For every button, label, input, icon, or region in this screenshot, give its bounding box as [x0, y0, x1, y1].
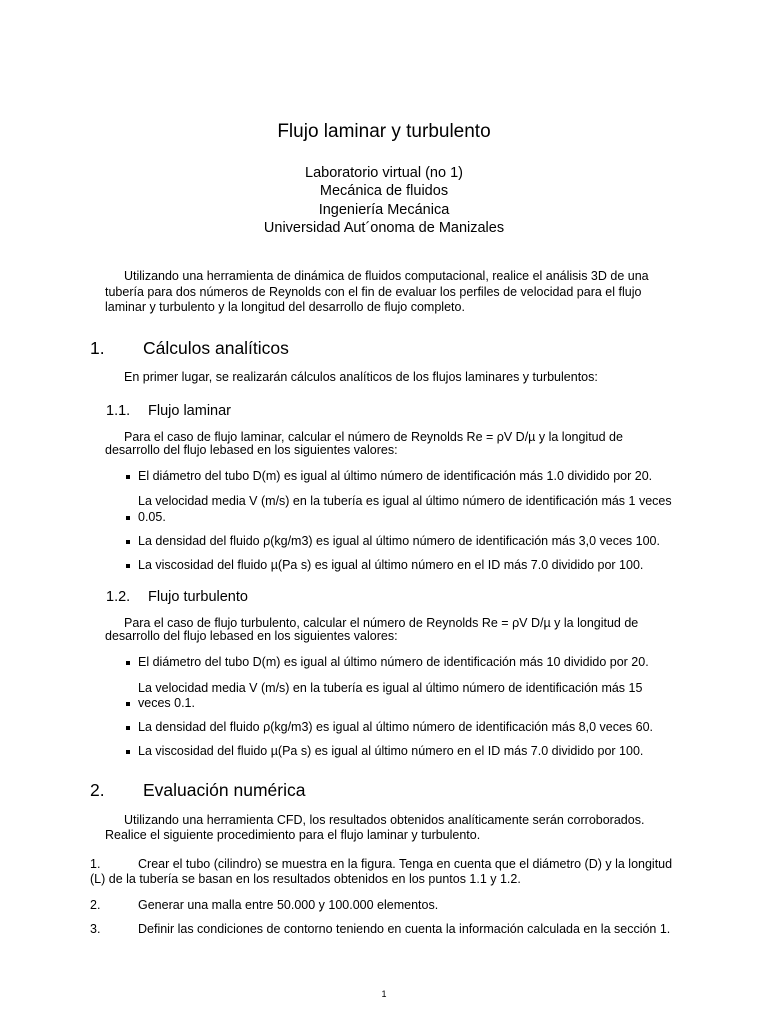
- bullet-icon: [126, 750, 130, 754]
- bullet-icon: [126, 516, 130, 520]
- step-number: 1.: [90, 857, 101, 871]
- list-item: [126, 743, 643, 759]
- bullet-icon: [126, 702, 130, 706]
- section-1-heading: Cálculos analíticos: [143, 338, 289, 358]
- subsection-1-2-text-2: desarrollo del flujo lebased en los siguientes valores:: [105, 629, 398, 643]
- list-item: [126, 719, 653, 735]
- bullet-icon: [126, 540, 130, 544]
- subsection-1-2-number: 1.2.: [106, 589, 131, 605]
- list-item: [126, 533, 660, 549]
- list-item-text: La velocidad media V (m/s) en la tubería es igual al último número de identificación más 15: [138, 681, 643, 695]
- step-number: 2.: [90, 898, 101, 912]
- subsection-1-2-heading: Flujo turbulento: [148, 589, 248, 605]
- list-item-text: La viscosidad del fluido µ(Pa s) es igual al último número en el ID más 7.0 dividido por 100.: [138, 744, 644, 758]
- list-item-text: veces 0.1.: [138, 696, 195, 710]
- step-text: Generar una malla entre 50.000 y 100.000 elementos.: [138, 898, 439, 912]
- step-text-continued: (L) de la tubería se basan en los resultados obtenidos en los puntos 1.1 y 1.2.: [90, 872, 521, 886]
- list-item-text: La densidad del fluido ρ(kg/m3) es igual al último número de identificación más 8,0 veces 60.: [138, 720, 654, 734]
- section-2-intro-2: Realice el siguiente procedimiento para el flujo laminar y turbulento.: [105, 828, 481, 842]
- intro-line-1: Utilizando una herramienta de dinámica de fluidos computacional, realice el análisis 3D de una: [124, 269, 649, 283]
- list-item-text: La viscosidad del fluido µ(Pa s) es igual al último número en el ID más 7.0 dividido por 100.: [138, 558, 644, 572]
- subsection-1-1-heading: Flujo laminar: [148, 403, 231, 419]
- step-text: Crear el tubo (cilindro) se muestra en la figura. Tenga en cuenta que el diámetro (D) y la longitud: [138, 857, 673, 871]
- section-2-number: 2.: [90, 780, 105, 800]
- subtitle-university: Universidad Aut´onoma de Manizales: [263, 220, 505, 236]
- bullet-icon: [126, 661, 130, 665]
- subsection-1-1-text-1: Para el caso de flujo laminar, calcular el número de Reynolds Re = ρV D/µ y la longitud de: [124, 430, 623, 444]
- step-text: Definir las condiciones de contorno teniendo en cuenta la información calculada en la sección 1.: [138, 922, 671, 936]
- list-item-text: El diámetro del tubo D(m) es igual al último número de identificación más 1.0 dividido por 20.: [138, 469, 653, 483]
- list-item: [126, 654, 649, 670]
- subtitle-program: Ingeniería Mecánica: [318, 202, 450, 218]
- page-number: 1: [381, 989, 387, 999]
- bullet-icon: [126, 475, 130, 479]
- intro-line-2: tubería para dos números de Reynolds con el fin de evaluar los perfiles de velocidad para el flujo: [105, 285, 642, 299]
- list-item: [126, 557, 643, 573]
- bullet-icon: [126, 726, 130, 730]
- list-item-text: La densidad del fluido ρ(kg/m3) es igual al último número de identificación más 3,0 veces 100.: [138, 534, 660, 548]
- list-item: [126, 509, 166, 525]
- document-title: Flujo laminar y turbulento: [277, 121, 491, 142]
- bullet-icon: [126, 564, 130, 568]
- section-2-heading: Evaluación numérica: [143, 780, 306, 800]
- subsection-1-1-text-2: desarrollo del flujo lebased en los siguientes valores:: [105, 443, 398, 457]
- subtitle-lab: Laboratorio virtual (no 1): [305, 165, 463, 181]
- list-item-text: La velocidad media V (m/s) en la tubería es igual al último número de identificación más 1 veces: [138, 494, 672, 508]
- section-2-intro-1: Utilizando una herramienta CFD, los resultados obtenidos analíticamente serán corroborados.: [124, 813, 645, 827]
- list-item: [126, 695, 195, 711]
- section-1-number: 1.: [90, 338, 105, 358]
- step-number: 3.: [90, 922, 101, 936]
- list-item-text: 0.05.: [138, 510, 166, 524]
- section-1-intro: En primer lugar, se realizarán cálculos analíticos de los flujos laminares y turbulentos:: [124, 370, 598, 384]
- list-item-text: El diámetro del tubo D(m) es igual al último número de identificación más 10 dividido por 20.: [138, 655, 649, 669]
- subsection-1-2-text-1: Para el caso de flujo turbulento, calcular el número de Reynolds Re = ρV D/µ y la longitud de: [124, 616, 639, 630]
- list-item: [126, 468, 652, 484]
- subtitle-course: Mecánica de fluidos: [319, 183, 449, 199]
- subsection-1-1-number: 1.1.: [106, 403, 131, 419]
- intro-line-3: laminar y turbulento y la longitud del desarrollo de flujo completo.: [105, 300, 465, 314]
